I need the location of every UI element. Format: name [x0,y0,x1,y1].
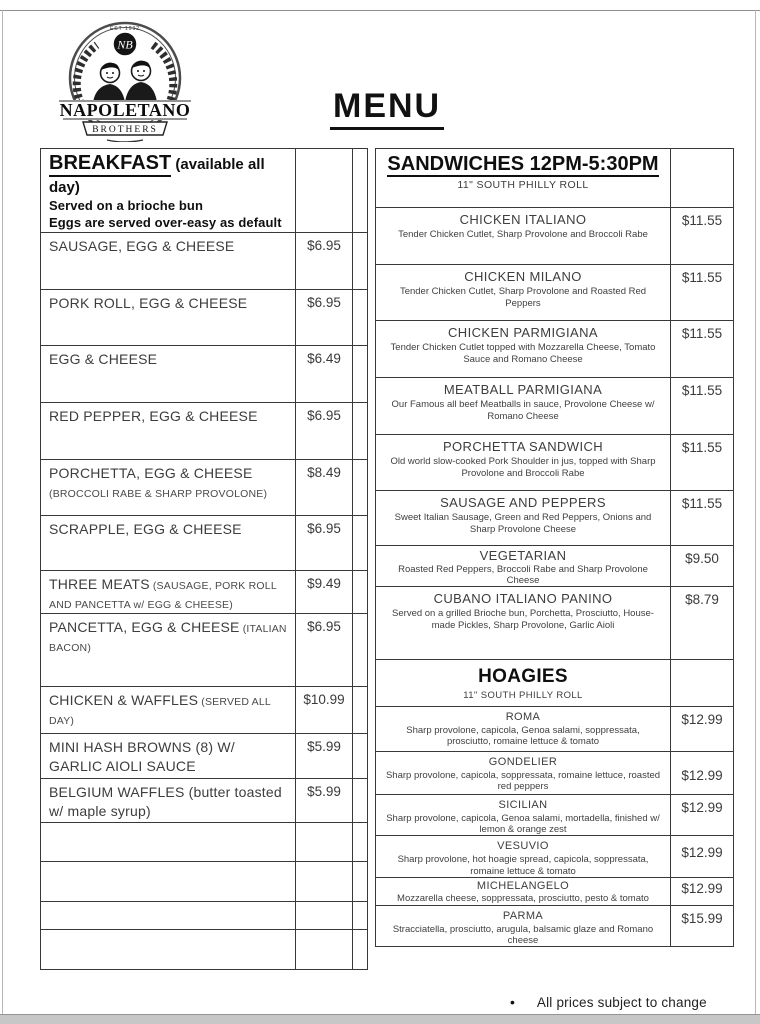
item-name: CHICKEN ITALIANO [459,212,587,227]
item-name: MEATBALL PARMIGIANA [443,382,603,397]
item-name: THREE MEATS [49,575,150,592]
item-name: CHICKEN & WAFFLES [49,692,199,709]
item-note: (SAUSAGE, PORK ROLL AND PANCETTA w/ EGG & CHEESE) [49,579,277,611]
logo-name-top: NAPOLETANO [59,100,191,120]
page-left-edge [2,10,3,1015]
menu-item-row [376,321,734,378]
item-description: Sharp provolone, hot hoagie spread, capicola, soppressata, romaine lettuce & tomato [397,854,649,877]
breakfast-title-line [49,152,289,198]
item-name: RED PEPPER, EGG & CHEESE [49,407,258,424]
item-name: GONDELIER [488,756,558,769]
item-name: ROMA [505,711,541,724]
item-name: VESUVIO [497,840,549,853]
menu-item-row [376,265,734,321]
item-price: $8.79 [671,587,734,660]
menu-item-row [41,779,368,822]
item-name: CHICKEN MILANO [464,269,582,284]
item-note: (SERVED ALL DAY) [49,696,271,728]
menu-item-row [376,752,734,795]
item-price: $11.55 [671,265,734,321]
item-name: SAUSAGE, EGG & CHEESE [49,237,235,254]
menu-item-row [376,491,734,546]
item-price: $6.49 [296,345,353,402]
item-price: $6.95 [296,232,353,289]
sandwiches-subtitle: 11" SOUTH PHILLY ROLL [457,179,589,191]
wheat-left-icon [77,45,97,104]
item-name: EGG & CHEESE [49,350,158,367]
menu-item-row [41,734,368,779]
breakfast-note-2: Eggs are served over-easy as default [49,214,282,230]
item-price: $12.99 [671,795,734,836]
item-price: $11.55 [671,378,734,435]
item-name: SCRAPPLE, EGG & CHEESE [49,520,242,537]
item-description: Sweet Italian Sausage, Green and Red Peppers, Onions and Sharp Provolone Cheese [394,512,652,535]
menu-item-row [376,905,734,946]
item-price: $11.55 [671,208,734,265]
item-price: $8.49 [296,459,353,515]
item-price: $15.99 [671,905,734,946]
sandwiches-title: SANDWICHES 12PM-5:30PM [387,153,659,175]
item-price: $6.95 [296,515,353,570]
footer-note [510,994,707,1010]
breakfast-table [40,148,368,970]
item-price: $5.99 [296,779,353,822]
menu-item-row [376,435,734,491]
logo-monogram: NB [117,37,133,52]
item-description: Old world slow-cooked Pork Shoulder in jus, topped with Sharp Provolone and Broccoli Rabe [390,456,656,479]
menu-item-row [41,459,368,515]
menu-item-row [41,345,368,402]
menu-item-row [41,570,368,613]
menu-item-row [376,877,734,905]
item-price: $12.99 [671,707,734,752]
item-description: Mozzarella cheese, soppressata, prosciutto, pesto & tomato [397,892,649,904]
item-price: $12.99 [671,836,734,877]
menu-item-row [376,208,734,265]
item-name: SAUSAGE AND PEPPERS [440,495,606,510]
empty-row [41,861,368,901]
empty-row [41,929,368,969]
menu-item-row [41,402,368,459]
sandwiches-hoagies-table [375,148,734,947]
sandwiches-title-line [384,152,662,176]
logo-badge-icon [55,16,195,142]
bullet-icon: • [510,994,515,1010]
logo-name-bottom: BROTHERS [92,125,158,135]
empty-row [41,822,368,861]
item-description: Roasted Red Peppers, Broccoli Rabe and Sharp Provolone Cheese [398,563,648,586]
item-description: Sharp provolone, capicola, Genoa salami, soppressata, prosciutto, romaine lettuce & tomato [406,724,640,748]
page-top-edge [0,10,760,11]
menu-item-row [41,289,368,345]
item-note: (ITALIAN BACON) [49,623,287,655]
item-description: Our Famous all beef Meatballs in sauce, Provolone Cheese w/ Romano Cheese [391,399,655,422]
menu-item-row [376,707,734,752]
menu-item-row [376,836,734,877]
napoletano-brothers-logo [55,16,195,147]
breakfast-availability: (available all day) [49,156,265,196]
item-price: $6.95 [296,289,353,345]
item-price: $5.99 [296,734,353,779]
item-name: PORCHETTA SANDWICH [442,439,604,454]
item-description: Tender Chicken Cutlet, Sharp Provolone and Roasted Red Peppers [399,286,647,309]
item-description: Tender Chicken Cutlet, Sharp Provolone and Broccoli Rabe [398,229,648,241]
menu-item-row [41,515,368,570]
footer-text: All prices subject to change [536,994,707,1010]
item-name: CUBANO ITALIANO PANINO [433,591,613,607]
item-price: $6.95 [296,402,353,459]
item-price: $11.55 [671,321,734,378]
hoagies-subtitle: 11" SOUTH PHILLY ROLL [463,690,583,702]
item-note: (BROCCOLI RABE & SHARP PROVOLONE) [49,487,268,500]
item-name: VEGETARIAN [479,548,567,563]
sandwiches-header-row [376,149,734,208]
menu-item-row [376,378,734,435]
menu-item-row [41,232,368,289]
menu-item-row [376,795,734,836]
item-name: BELGIUM WAFFLES (butter toasted w/ maple syrup) [49,784,282,820]
breakfast-header-row [41,149,368,233]
item-description: Served on a grilled Brioche bun, Porchetta, Prosciutto, House-made Pickles, Sharp Provolone, Garlic Aioli [392,608,654,631]
item-price: $10.99 [296,687,353,734]
item-name: PARMA [502,909,544,922]
item-description: Sharp provolone, capicola, soppressata, romaine lettuce, roasted red peppers [385,769,661,793]
menu-item-row [376,546,734,587]
hoagies-title: HOAGIES [478,666,568,688]
page-right-edge [755,10,756,1015]
menu-item-row [376,587,734,660]
menu-item-row [41,614,368,687]
item-description: Tender Chicken Cutlet topped with Mozzarella Cheese, Tomato Sauce and Romano Cheese [390,342,656,365]
item-price: $11.55 [671,435,734,491]
item-price: $12.99 [671,877,734,905]
item-price: $12.99 [671,752,734,795]
item-name: MICHELANGELO [476,879,570,892]
item-name: PORCHETTA, EGG & CHEESE [49,464,253,481]
item-description: Sharp provolone, capicola, Genoa salami, mortadella, finished w/ lemon & orange zest [386,812,660,836]
page-title: MENU [330,88,444,130]
item-description: Stracciatella, prosciutto, arugula, balsamic glaze and Romano cheese [392,923,654,946]
page-bottom-edge [0,1014,760,1024]
item-price: $9.50 [671,546,734,587]
item-name: CHICKEN PARMIGIANA [448,325,598,340]
item-price: $6.95 [296,614,353,687]
menu-item-row [41,687,368,734]
hoagies-header-row [376,660,734,707]
logo-est-text: EST 1992 [109,26,141,32]
item-price: $9.49 [296,570,353,613]
item-name: PORK ROLL, EGG & CHEESE [49,294,248,311]
breakfast-title: BREAKFAST [49,152,171,177]
item-name: MINI HASH BROWNS (8) W/ GARLIC AIOLI SAUCE [49,739,235,775]
brother-right-body-icon [125,82,157,102]
breakfast-note-1: Served on a brioche bun [49,198,203,213]
empty-row [41,901,368,929]
item-name: PANCETTA, EGG & CHEESE [49,619,240,636]
item-name: SICILIAN [498,799,548,812]
item-price: $11.55 [671,491,734,546]
wheat-right-icon [153,45,173,104]
